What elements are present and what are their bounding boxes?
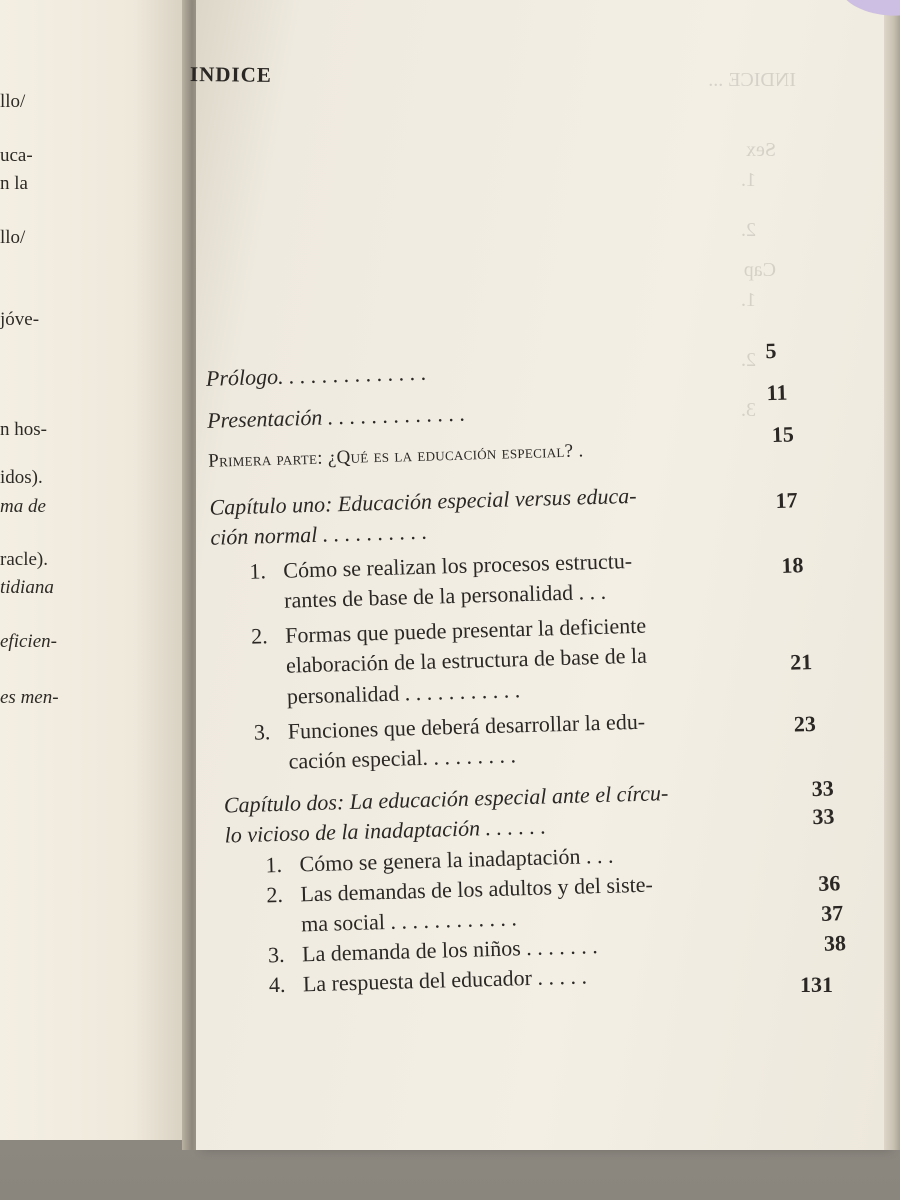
leader-dots: . . . . . . bbox=[485, 813, 547, 841]
toc-item bbox=[268, 935, 598, 966]
left-fragment: llo/ bbox=[0, 91, 26, 112]
toc-page-number: 15 bbox=[771, 421, 795, 448]
leader-dots: . . . . . . . . . . . . . . bbox=[277, 359, 427, 389]
toc-chapter-title: Capítulo dos: La educación especial ante el círcu- bbox=[223, 780, 669, 818]
leader-dots: . . . . . . . bbox=[525, 933, 599, 961]
left-fragment: tidiana bbox=[0, 577, 54, 598]
left-fragment: es men- bbox=[0, 687, 59, 708]
toc-page-number: 33 bbox=[811, 775, 834, 802]
toc-item-text: personalidad bbox=[286, 680, 400, 709]
leader-dots: . . . . . . . . . . . bbox=[404, 677, 521, 706]
toc-item-text: Cómo se genera la inadaptación bbox=[299, 843, 581, 877]
toc-chapter-title: Capítulo uno: Educación especial versus educa- bbox=[209, 482, 637, 520]
left-fragment: jóve- bbox=[0, 309, 40, 330]
toc-item-number: 2. bbox=[250, 623, 269, 649]
left-fragment: racle). bbox=[0, 549, 48, 570]
leader-dots: . bbox=[578, 440, 584, 462]
toc-item-cont bbox=[283, 578, 607, 613]
toc-item-cont bbox=[287, 679, 521, 708]
toc-chapter-title-cont bbox=[210, 518, 428, 550]
toc-page-number: 36 bbox=[817, 870, 841, 896]
toc-item-cont: elaboración de la estructura de base de la bbox=[285, 642, 648, 678]
toc-item bbox=[269, 965, 588, 996]
left-fragment: llo/ bbox=[0, 227, 26, 248]
toc-item-text: rantes de base de la personalidad bbox=[283, 579, 574, 613]
toc-item bbox=[266, 871, 654, 908]
toc-item bbox=[265, 842, 614, 878]
toc-item-number: 2. bbox=[266, 881, 284, 908]
toc-page-number: 11 bbox=[766, 379, 788, 406]
leader-dots: . . . . . bbox=[537, 963, 588, 990]
toc-title: Prólogo bbox=[205, 363, 279, 391]
toc-title: Primera parte: ¿Qué es la educación especial? bbox=[207, 440, 574, 472]
toc-item-number: 3. bbox=[253, 719, 271, 745]
toc-page-number: 23 bbox=[793, 710, 817, 737]
leader-dots: . . . . . . . . . . bbox=[322, 518, 428, 547]
page-title: INDICE bbox=[189, 62, 272, 87]
toc-item-text: La respuesta del educador bbox=[302, 964, 533, 997]
toc-item-text: La demanda de los niños bbox=[301, 935, 522, 967]
toc-page-number: 5 bbox=[765, 337, 777, 364]
toc-item-text: Funciones que deberá desarrollar la edu- bbox=[287, 708, 646, 744]
toc-chapter-title-cont bbox=[224, 813, 547, 848]
left-fragment: n hos- bbox=[0, 419, 47, 440]
toc-item-text: cación especial. bbox=[288, 744, 429, 774]
toc-item bbox=[250, 612, 647, 649]
toc-item-number: 3. bbox=[267, 941, 285, 968]
page-folio-number: 131 bbox=[800, 972, 833, 997]
toc-item-number: 1. bbox=[265, 851, 283, 878]
toc-item-text: Las demandas de los adultos y del siste- bbox=[300, 871, 654, 907]
toc-entry-prologo bbox=[205, 359, 427, 391]
toc-title: lo vicioso de la inadaptación bbox=[224, 815, 481, 848]
leader-dots: . . . bbox=[578, 578, 607, 605]
toc-page-number: 21 bbox=[789, 649, 813, 675]
toc-title: Presentación bbox=[206, 404, 323, 433]
toc-page-number: 38 bbox=[823, 930, 847, 956]
left-fragment: uca- bbox=[0, 145, 33, 166]
left-fragment: n la bbox=[0, 173, 28, 194]
toc-item-number: 4. bbox=[268, 971, 286, 998]
toc-item bbox=[253, 708, 646, 745]
toc-item-number: 1. bbox=[249, 558, 267, 584]
toc-entry-primera-parte bbox=[208, 441, 583, 470]
leader-dots: . . . bbox=[585, 842, 614, 869]
toc-item-cont bbox=[288, 744, 516, 772]
toc-title: ción normal bbox=[210, 521, 318, 550]
toc-item-text: Formas que puede presentar la deficiente bbox=[284, 612, 647, 648]
left-fragment: ma de bbox=[0, 496, 46, 517]
toc-entry-presentacion bbox=[206, 400, 466, 433]
toc-item-text: ma social bbox=[300, 909, 386, 937]
toc-page-number: 33 bbox=[812, 803, 835, 830]
leader-dots: . . . . . . . . . . . . . bbox=[327, 400, 466, 430]
leader-dots: . . . . . . . . . . . . bbox=[390, 905, 518, 934]
leader-dots: . . . . . . . . bbox=[433, 742, 517, 770]
toc-page-number: 37 bbox=[820, 900, 844, 926]
toc-page-number: 17 bbox=[775, 487, 798, 513]
left-fragment: eficien- bbox=[0, 631, 57, 652]
toc-page-number: 18 bbox=[781, 552, 804, 578]
left-fragment: idos). bbox=[0, 467, 43, 488]
toc-item-cont bbox=[301, 907, 517, 935]
toc-item bbox=[249, 550, 632, 583]
toc-item-text: Cómo se realizan los procesos estructu- bbox=[282, 548, 633, 583]
